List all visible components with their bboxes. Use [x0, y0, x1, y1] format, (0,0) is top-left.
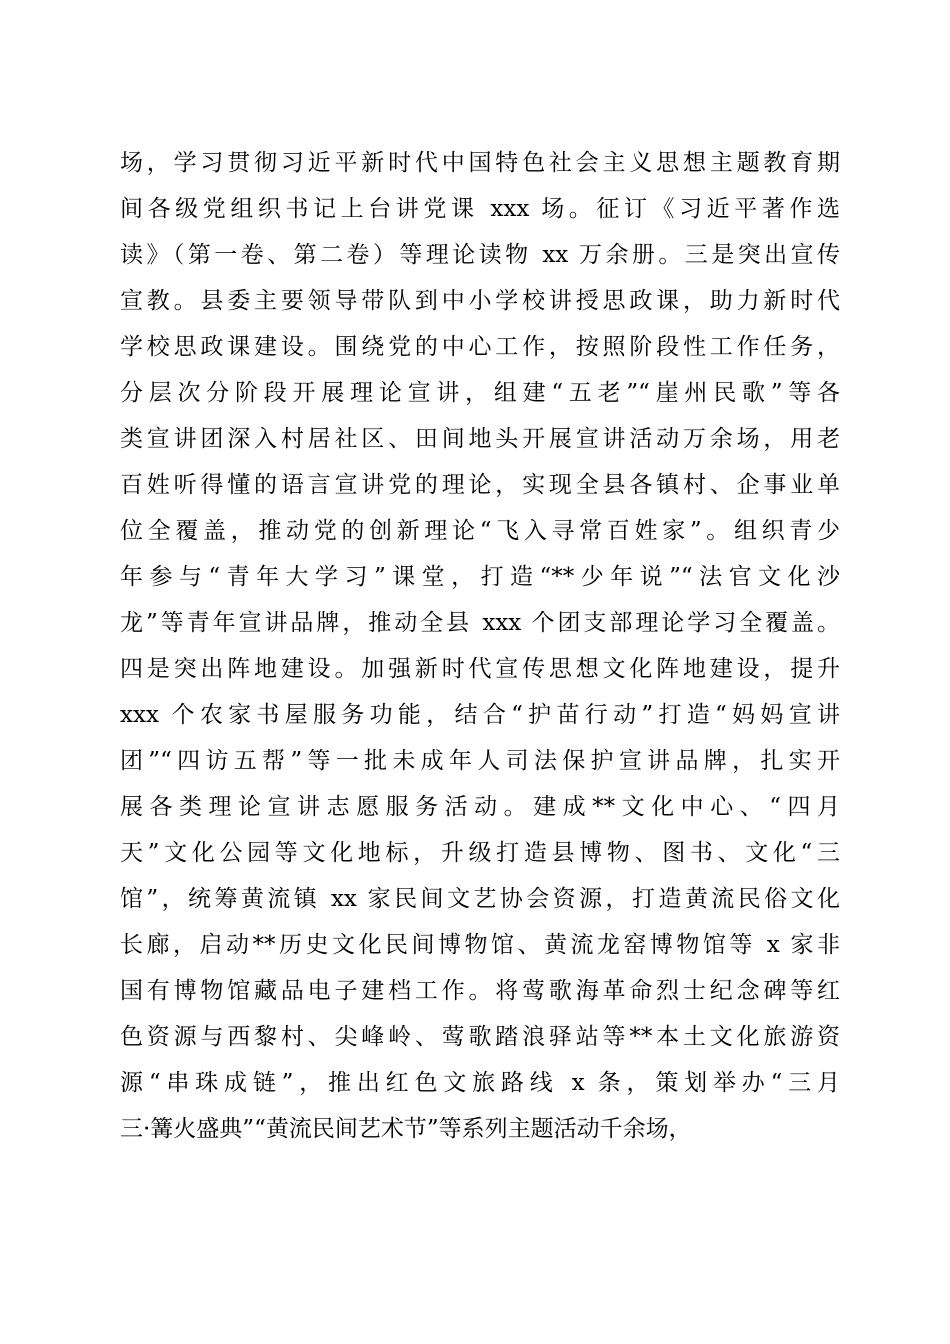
text-line: 国有博物馆藏品电子建档工作。将莺歌海革命烈士纪念碑等红 — [120, 978, 840, 1004]
body-text — [120, 140, 840, 1152]
text-line: 宣教。县委主要领导带队到中小学校讲授思政课，助力新时代 — [120, 288, 840, 314]
text-line: 年参与“青年大学习”课堂，打造“**少年说”“法官文化沙 — [120, 564, 840, 590]
text-line: 间各级党组织书记上台讲党课 xxx 场。征订《习近平著作选 — [120, 196, 840, 222]
text-line: 馆”，统筹黄流镇 xx 家民间文艺协会资源，打造黄流民俗文化 — [120, 886, 840, 912]
text-line: 分层次分阶段开展理论宣讲，组建“五老”“崖州民歌”等各 — [120, 380, 840, 406]
text-line: 长廊，启动**历史文化民间博物馆、黄流龙窑博物馆等 x 家非 — [120, 932, 840, 958]
text-line: 色资源与西黎村、尖峰岭、莺歌踏浪驿站等**本土文化旅游资 — [120, 1024, 840, 1050]
text-line: 展各类理论宣讲志愿服务活动。建成**文化中心、“四月 — [120, 794, 840, 820]
text-line: 四是突出阵地建设。加强新时代宣传思想文化阵地建设，提升 — [120, 656, 840, 682]
text-line: 团”“四访五帮”等一批未成年人司法保护宣讲品牌，扎实开 — [120, 748, 840, 774]
text-line: 天”文化公园等文化地标，升级打造县博物、图书、文化“三 — [120, 840, 840, 866]
text-line: 读》（第一卷、第二卷）等理论读物 xx 万余册。三是突出宣传 — [120, 242, 840, 268]
text-line: 类宣讲团深入村居社区、田间地头开展宣讲活动万余场，用老 — [120, 426, 840, 452]
text-line: 百姓听得懂的语言宣讲党的理论，实现全县各镇村、企事业单 — [120, 472, 840, 498]
text-line: 三·篝火盛典”“黄流民间艺术节”等系列主题活动千余场， — [120, 1116, 692, 1142]
text-line: 学校思政课建设。围绕党的中心工作，按照阶段性工作任务， — [120, 334, 840, 360]
text-line: 源“串珠成链”，推出红色文旅路线 x 条，策划举办“三月 — [120, 1070, 840, 1096]
text-line: 龙”等青年宣讲品牌，推动全县 xxx 个团支部理论学习全覆盖。 — [120, 610, 840, 636]
text-line: xxx 个农家书屋服务功能，结合“护苗行动”打造“妈妈宣讲 — [120, 702, 840, 728]
text-line: 场，学习贯彻习近平新时代中国特色社会主义思想主题教育期 — [120, 150, 840, 176]
text-line: 位全覆盖，推动党的创新理论“飞入寻常百姓家”。组织青少 — [120, 518, 840, 544]
